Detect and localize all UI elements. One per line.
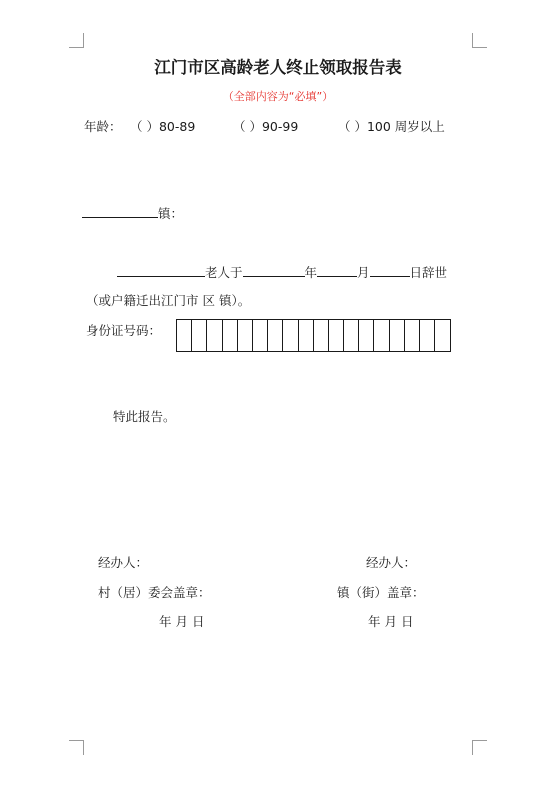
id-digit-cell[interactable] (435, 320, 450, 351)
report-statement: 特此报告。 (113, 409, 176, 424)
corner-mark-bottom-right (472, 740, 487, 755)
form-title: 江门市区高龄老人终止领取报告表 (154, 58, 402, 77)
death-text-2: 年 (304, 265, 318, 280)
id-digit-cell[interactable] (374, 320, 389, 351)
death-text-4: 日辞世 (409, 265, 448, 280)
death-line (117, 263, 447, 281)
id-digit-cell[interactable] (177, 320, 192, 351)
month-blank[interactable] (317, 263, 357, 277)
left-handler-label: 经办人： (98, 555, 149, 570)
id-digit-cell[interactable] (238, 320, 253, 351)
hukou-line: （或户籍迁出江门市 区 镇）。 (86, 293, 251, 308)
town-name-blank[interactable] (82, 204, 158, 218)
id-digit-cell[interactable] (390, 320, 405, 351)
death-text-1: 老人于 (205, 265, 243, 280)
death-text-3: 月 (357, 265, 370, 280)
id-digit-cell[interactable] (420, 320, 435, 351)
corner-mark-top-left (69, 33, 84, 48)
right-handler-label: 经办人： (366, 555, 417, 570)
id-digit-cell[interactable] (329, 320, 344, 351)
town-line (82, 204, 183, 222)
id-number-label: 身份证号码： (86, 323, 162, 338)
elder-name-blank[interactable] (117, 263, 205, 277)
day-blank[interactable] (370, 263, 410, 277)
village-seal-label: 村（居）委会盖章： (98, 585, 211, 600)
left-date: 年 月 日 (159, 614, 205, 629)
id-digit-cell[interactable] (405, 320, 420, 351)
id-digit-cell[interactable] (192, 320, 207, 351)
id-digit-cell[interactable] (253, 320, 268, 351)
age-option-100-plus[interactable]: （ ）100 周岁以上 (338, 119, 445, 134)
form-subtitle: （全部内容为“必填”） (222, 90, 334, 103)
id-digit-cell[interactable] (359, 320, 374, 351)
age-label: 年龄： (84, 119, 122, 134)
right-date: 年 月 日 (368, 614, 414, 629)
id-digit-cell[interactable] (268, 320, 283, 351)
town-suffix: 镇： (158, 206, 184, 221)
id-digit-cell[interactable] (283, 320, 298, 351)
id-digit-cell[interactable] (299, 320, 314, 351)
age-option-90-99[interactable]: （ ）90-99 (233, 119, 299, 134)
age-option-80-89[interactable]: （ ）80-89 (130, 119, 196, 134)
id-number-grid[interactable] (176, 319, 451, 352)
corner-mark-top-right (472, 33, 487, 48)
corner-mark-bottom-left (69, 740, 84, 755)
town-seal-label: 镇（街）盖章： (337, 585, 425, 600)
year-blank[interactable] (243, 263, 305, 277)
id-digit-cell[interactable] (314, 320, 329, 351)
id-digit-cell[interactable] (344, 320, 359, 351)
id-digit-cell[interactable] (223, 320, 238, 351)
id-digit-cell[interactable] (207, 320, 222, 351)
